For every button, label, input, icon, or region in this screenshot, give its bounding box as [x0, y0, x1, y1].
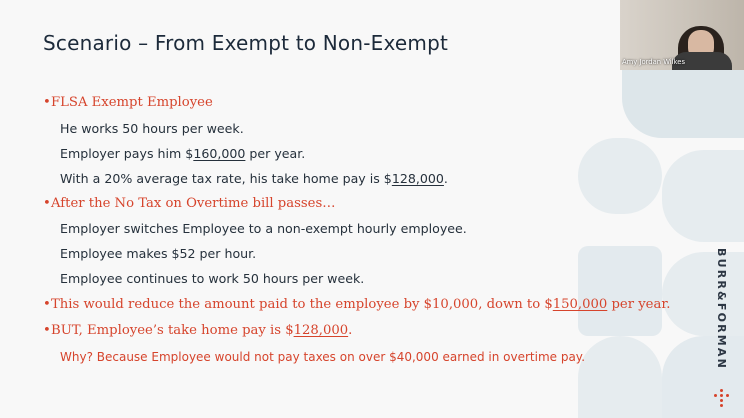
- bullet-marker: •: [43, 297, 51, 312]
- text-segment: per year.: [245, 146, 306, 161]
- sub-item-salary: [60, 146, 305, 161]
- explanation-note: Why? Because Employee would not pay taxes on over $40,000 earned in overtime pay.: [60, 350, 586, 364]
- sub-item-hourly-rate: Employee makes $52 per hour.: [60, 246, 257, 261]
- logo-wordmark: BURR&FORMAN: [715, 248, 728, 371]
- decorative-shape: [578, 246, 662, 336]
- bullet-text: After the No Tax on Overtime bill passes…: [51, 196, 336, 211]
- text-segment: With a 20% average tax rate, his take home pay is $: [60, 171, 392, 186]
- sub-item-switch: Employer switches Employee to a non-exempt hourly employee.: [60, 221, 467, 236]
- sub-item-hours: He works 50 hours per week.: [60, 121, 244, 136]
- text-segment: This would reduce the amount paid to the employee by $10,000, down to $: [51, 297, 553, 312]
- amount-underlined: 128,000: [293, 323, 349, 338]
- bullet-marker: •: [43, 196, 51, 211]
- participant-name-label: Amy Jordan Wilkes: [622, 58, 686, 66]
- bullet-take-home: [43, 323, 352, 338]
- decorative-shape: [578, 336, 662, 418]
- bullet-marker: •: [43, 323, 51, 338]
- text-segment: BUT, Employee’s take home pay is $: [51, 323, 294, 338]
- text-segment: Employer pays him $: [60, 146, 194, 161]
- sub-item-continues: Employee continues to work 50 hours per week.: [60, 271, 365, 286]
- participant-video-tile[interactable]: [620, 0, 744, 70]
- sub-item-take-home: [60, 171, 448, 186]
- amount-underlined: 150,000: [552, 297, 608, 312]
- decorative-shape: [578, 138, 662, 214]
- burr-forman-logo: [704, 248, 740, 386]
- decorative-shape: [622, 64, 744, 138]
- bullet-exempt-employee: [43, 95, 213, 110]
- bullet-marker: •: [43, 95, 51, 110]
- amount-underlined: 128,000: [391, 171, 444, 186]
- slide-title: Scenario – From Exempt to Non-Exempt: [43, 31, 449, 55]
- decorative-shape: [662, 150, 744, 242]
- text-segment: .: [443, 171, 448, 186]
- text-segment: per year.: [607, 297, 671, 312]
- bullet-reduce-amount: [43, 297, 670, 312]
- text-segment: .: [348, 323, 353, 338]
- amount-underlined: 160,000: [193, 146, 246, 161]
- logo-dots-icon: [712, 389, 732, 409]
- bullet-bill-passes: [43, 196, 335, 211]
- bullet-text: FLSA Exempt Employee: [51, 95, 213, 110]
